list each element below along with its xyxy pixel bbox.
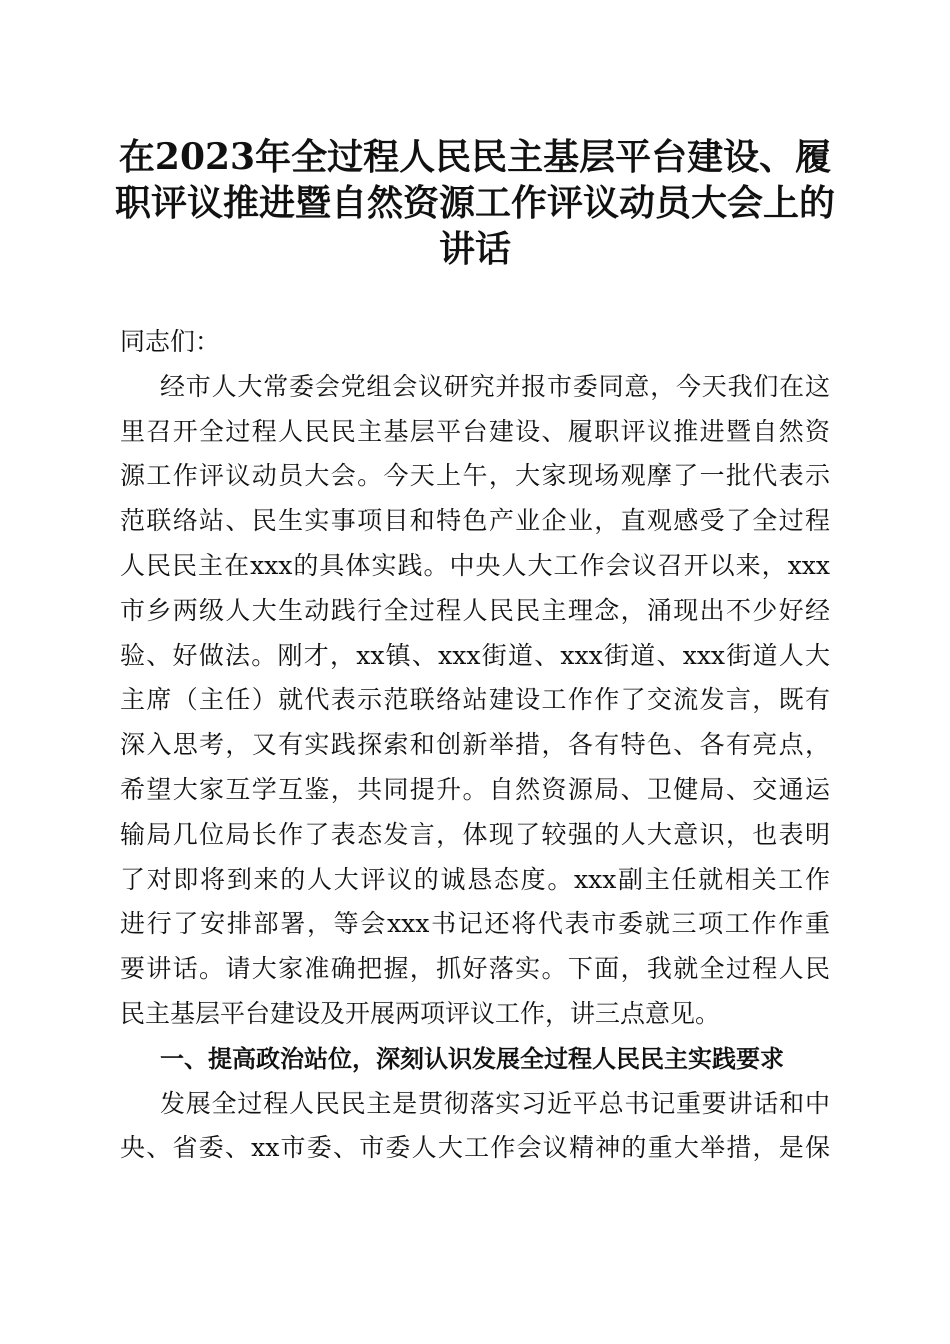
paragraph-line: 源工作评议动员大会。今天上午，大家现场观摩了一批代表示 (120, 461, 830, 491)
paragraph-line: 希望大家互学互鉴，共同提升。自然资源局、卫健局、交通运 (120, 774, 830, 804)
paragraph-line: 经市人大常委会党组会议研究并报市委同意，今天我们在这 (160, 371, 830, 401)
paragraph-line: 验、好做法。刚才，xx镇、xxx街道、xxx街道、xxx街道人大 (120, 640, 830, 670)
paragraph-line: 里召开全过程人民民主基层平台建设、履职评议推进暨自然资 (120, 416, 830, 446)
paragraph-line: 发展全过程人民民主是贯彻落实习近平总书记重要讲话和中 (160, 1088, 830, 1118)
paragraph-line: 主席（主任）就代表示范联络站建设工作作了交流发言，既有 (120, 685, 830, 715)
greeting: 同志们： (120, 327, 221, 356)
paragraph-line: 要讲话。请大家准确把握，抓好落实。下面，我就全过程人民 (120, 954, 830, 984)
title-line: 职评议推进暨自然资源工作评议动员大会上的 (114, 182, 835, 224)
paragraph-line: 市乡两级人大生动践行全过程人民民主理念，涌现出不少好经 (120, 595, 830, 625)
paragraph-2 (120, 1082, 830, 1172)
paragraph-line: 人民民主在xxx的具体实践。中央人大工作会议召开以来，xxx (120, 550, 830, 580)
paragraph-line: 进行了安排部署，等会xxx书记还将代表市委就三项工作作重 (120, 909, 830, 939)
section-heading: 一、提高政治站位，深刻认识发展全过程人民民主实践要求 (160, 1044, 784, 1073)
document-title (110, 134, 840, 272)
title-line: 在2023年全过程人民民主基层平台建设、履 (118, 136, 832, 178)
document-body (120, 320, 830, 1171)
paragraph-line: 输局几位局长作了表态发言，体现了较强的人大意识，也表明 (120, 819, 830, 849)
title-line: 讲话 (438, 228, 511, 270)
paragraph-line: 深入思考，又有实践探索和创新举措，各有特色、各有亮点， (120, 730, 830, 760)
paragraph-line: 范联络站、民生实事项目和特色产业企业，直观感受了全过程 (120, 506, 830, 536)
paragraph-1 (120, 365, 830, 1037)
paragraph-line: 央、省委、xx市委、市委人大工作会议精神的重大举措，是保 (120, 1133, 830, 1163)
paragraph-line: 民主基层平台建设及开展两项评议工作，讲三点意见。 (120, 998, 721, 1028)
paragraph-line: 了对即将到来的人大评议的诚恳态度。xxx副主任就相关工作 (120, 864, 830, 894)
